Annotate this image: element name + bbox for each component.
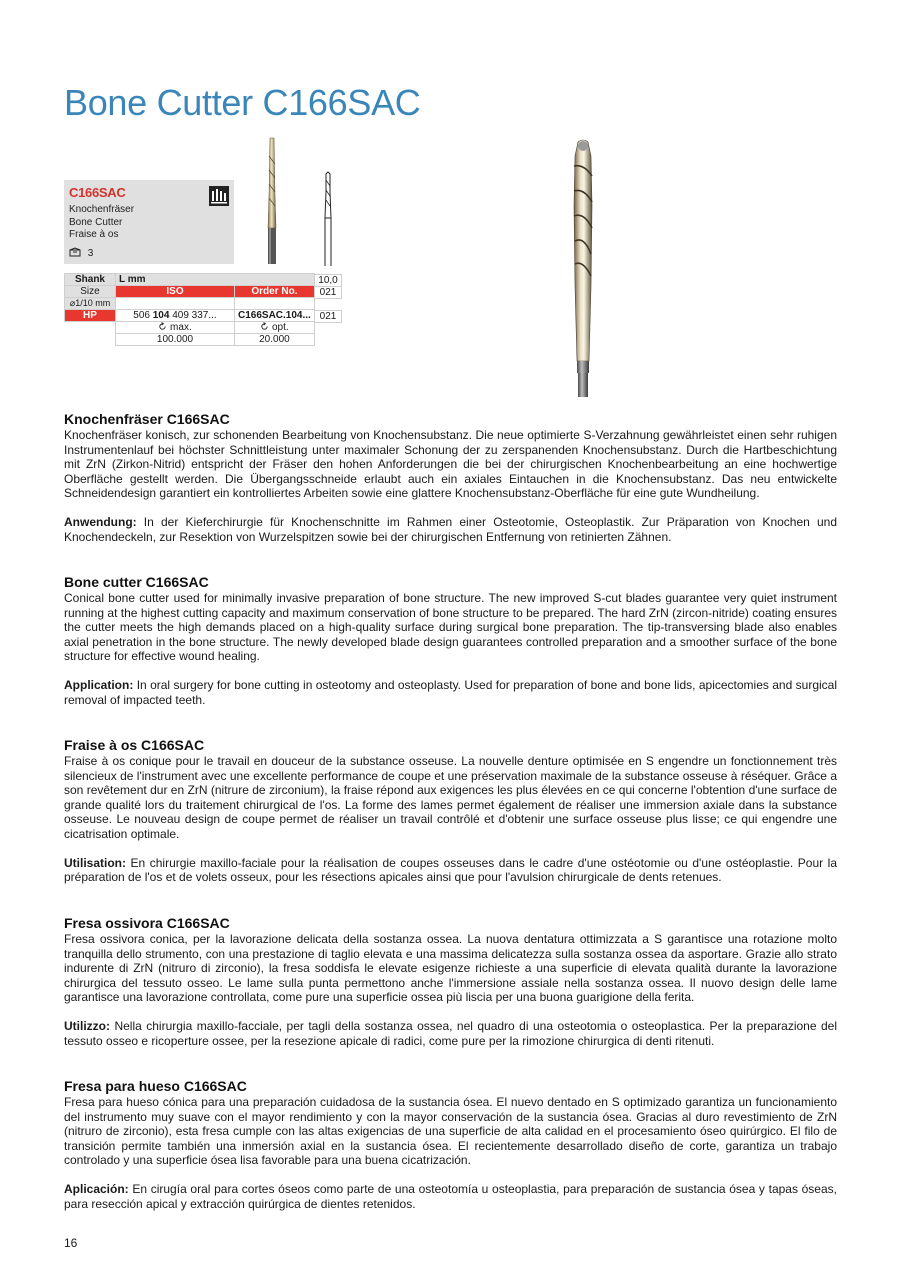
size-value: 021	[315, 287, 342, 299]
section-fr	[64, 737, 837, 885]
iso-spacer	[116, 298, 235, 310]
bur-drawing	[318, 170, 338, 268]
section-en	[64, 574, 837, 707]
page-number: 16	[64, 1236, 78, 1250]
speed-opt-value: 20.000	[235, 334, 315, 346]
spec-table	[64, 273, 315, 346]
section-application: Utilisation: En chirurgie maxillo-faciale pour la réalisation de coupes osseuses dans le cadre d'une ostéotomie ou d'une ostéoplastie. Pour la préparation de l'os et de volets osseux, pour les résections apicales ainsi que pour l'avulsion chirurgicale de dents retenues.	[64, 855, 837, 885]
speed-max-value: 100.000	[116, 334, 235, 346]
section-body: Fresa para hueso cónica para una preparación cuidadosa de la sustancia ósea. El nuevo dentado en S optimizado garantiza un funcionamiento del instrumento muy suave con el mayor rendimiento y con la mayor conservación de la sustancia ósea. Gracias al duro revestimiento de ZrN (nitruro de zirconio), esta fresa cumple con las altas exigencias de una superficie de alta calidad en el procesamiento óseo quirúrgico. El filo de transición permite también una inmersión axial en la sustancia ósea. El recientemente desarrollado diseño de corte, garantiza un trabajo controlado y una superficie ósea lisa favorable para una buena cicatrización.	[64, 1095, 837, 1168]
bur-photo-large	[558, 136, 608, 400]
section-application: Anwendung: In der Kieferchirurgie für Knochenschnitte im Rahmen einer Osteotomie, Osteoplastik. Zur Präparation von Knochen und Knochendeckeln, zur Resektion von Wurzelspitzen sowie bei der chirurgischen Entfernung von retinierten Zähnen.	[64, 514, 837, 544]
section-heading: Bone cutter C166SAC	[64, 574, 209, 590]
section-de	[64, 411, 837, 544]
section-it	[64, 915, 837, 1048]
pack-quantity	[69, 247, 93, 259]
product-name-de: Knochenfräser	[69, 204, 135, 215]
section-es	[64, 1078, 837, 1211]
product-name-fr: Fraise à os	[69, 229, 119, 240]
speed-opt-label: opt.	[235, 322, 315, 334]
product-card	[64, 180, 234, 264]
package-icon	[69, 247, 81, 257]
length-header: L mm	[116, 274, 315, 286]
iso-number: 506 104 409 337...	[116, 310, 235, 322]
product-names	[69, 204, 134, 242]
section-application: Utilizzo: Nella chirurgia maxillo-facciale, per tagli della sostanza ossea, nel quadro di una osteotomia o osteoplastica. Per la preparazione del tessuto osseo e ricoperture ossee, per la resezione apicale di radici, come pure per la rimozione chirurgica di denti ritenuti.	[64, 1018, 837, 1048]
section-heading: Fresa para hueso C166SAC	[64, 1078, 247, 1094]
hp-label: HP	[65, 310, 116, 322]
section-heading: Fresa ossivora C166SAC	[64, 915, 230, 931]
product-code: C166SAC	[69, 185, 126, 200]
length-value: 10,0	[315, 275, 342, 287]
order-header: Order No.	[235, 286, 315, 298]
section-body: Fraise à os conique pour le travail en douceur de la substance osseuse. La nouvelle denture optimisée en S engendre un fonctionnement très silencieux de l'instrument avec une excellente performance de coupe et une préservation maximale de la substance osseuse à réséquer. Grâce a son revêtement dur en ZrN (nitrure de zirconium), la fraise répond aux exigences les plus élevées en ce qui concerne l'obtention d'une surface de grande qualité lors du traitement chirurgical de l'os. La forme des lames permet également de réaliser une immersion axiale dans la substance osseuse. Le nouveau design de coupe permet de réaliser un travail contrôlé et d'obtenir une surface osseuse plus lisse; ce qui engendre une cicatrisation optimale.	[64, 754, 837, 841]
shank-label: Shank	[65, 274, 116, 286]
diameter-label: ⌀1/10 mm	[65, 298, 116, 310]
bur-photo-small	[262, 136, 282, 266]
order-number: C166SAC.104...	[235, 310, 315, 322]
section-heading: Knochenfräser C166SAC	[64, 411, 230, 427]
size-column	[314, 274, 342, 323]
section-body: Knochenfräser konisch, zur schonenden Bearbeitung von Knochensubstanz. Die neue optimierte S-Verzahnung gewährleistet einen sehr ruhigen Instrumentenlauf bei höchster Schnittleistung unter maximaler Schonung der zu zerspanenden Knochensubstanz. Durch die Hartbeschichtung mit ZrN (Zirkon-Nitrid) entspricht der Fräser den hohen Anforderungen die bei der chirurgischen Knochenbearbeitung an eine hochwertige Oberfläche gestellt werden. Die Übergangsschneide erlaubt auch ein axiales Eintauchen in die Knochensubstanz. Das neu entwickelte Schneidendesign garantiert ein kontrolliertes Arbeiten sowie eine glattere Knochensubstanz-Oberfläche für eine gute Wundheilung.	[64, 428, 837, 501]
page-title: Bone Cutter C166SAC	[64, 82, 421, 124]
ctc-logo	[209, 186, 229, 206]
section-body: Fresa ossivora conica, per la lavorazione delicata della sostanza ossea. La nuova dentatura ottimizzata a S garantisce una rotazione molto tranquilla dello strumento, con una prestazione di taglio elevata e una massima delicatezza sulla sostanza ossea da asportare. Grazie allo strato indurente di ZrN (nitruro di zirconio), la fresa soddisfa le elevate esigenze richieste a una superficie di elevata qualità durante la lavorazione chirurgica del tessuto osseo. Le lame sulla punta permettono anche l'immersione assiale nella sostanza ossea. Il nuovo design delle lame garantisce una lavorazione controllata, come pure una superficie ossea più liscia per una buona guarigione della ferita.	[64, 932, 837, 1005]
rotation-icon	[260, 322, 269, 331]
iso-header: ISO	[116, 286, 235, 298]
size-value-hp: 021	[315, 311, 342, 323]
section-heading: Fraise à os C166SAC	[64, 737, 205, 753]
rotation-icon	[158, 322, 167, 331]
section-application: Aplicación: En cirugía oral para cortes óseos como parte de una osteotomía u osteoplastia, para preparación de sustancia ósea y tapas óseas, para resección apical y extracción quirúrgica de dientes retenidos.	[64, 1181, 837, 1211]
product-name-en: Bone Cutter	[69, 216, 123, 228]
speed-max-label: max.	[116, 322, 235, 334]
section-application: Application: In oral surgery for bone cutting in osteotomy and osteoplasty. Used for preparation of bone and bone lids, apicectomies and surgical removal of impacted teeth.	[64, 677, 837, 707]
section-body: Conical bone cutter used for minimally invasive preparation of bone structure. The new improved S-cut blades guarantee very quiet instrument running at the highest cutting capacity and maximum conservation of bone structure to be prepared. The hard ZrN (zircon-nitride) coating ensures the cutter meets the high demands placed on a high-quality surface during surgical bone preparation. The tip-transversing blade also enables axial penetration in the bone structure. The newly developed blade design guarantees controlled preparation and a smoother surface of the bone structure for effective wound healing.	[64, 591, 837, 664]
pack-quantity-value: 3	[87, 248, 94, 259]
size-label: Size	[65, 286, 116, 298]
order-spacer	[235, 298, 315, 310]
